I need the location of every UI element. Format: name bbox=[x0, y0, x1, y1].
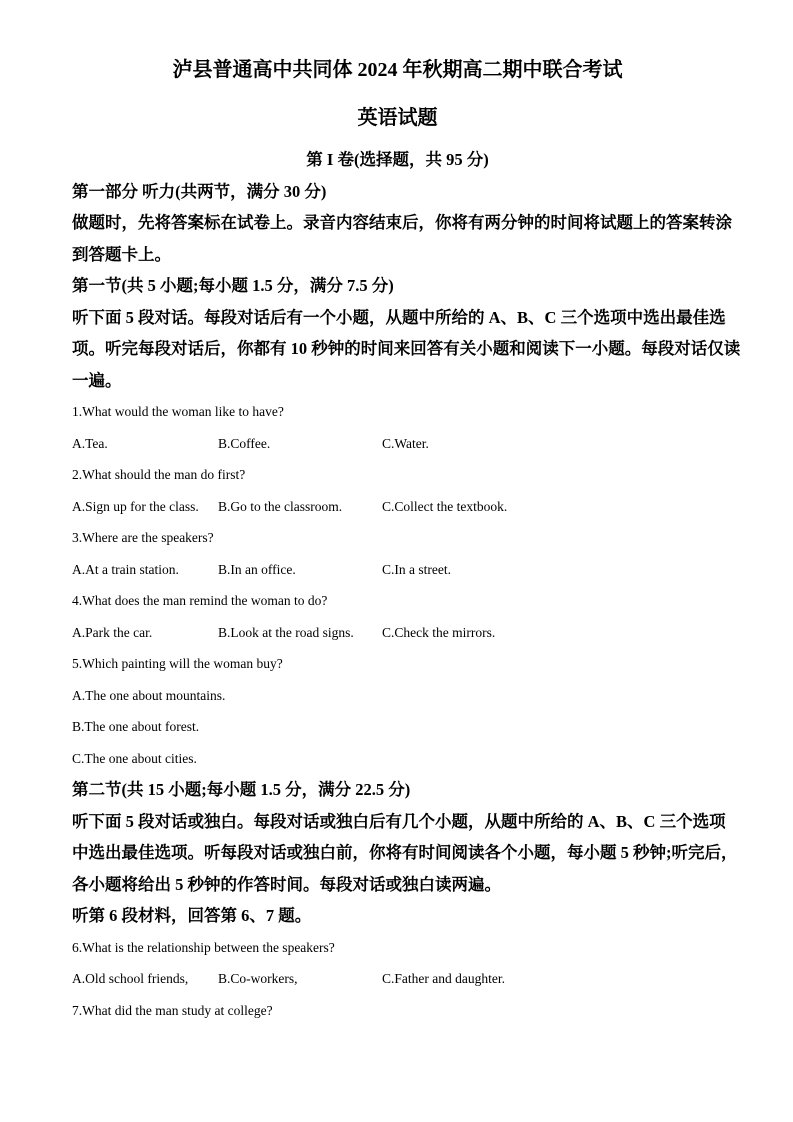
question-6-option-c: C.Father and daughter. bbox=[382, 971, 505, 986]
question-5-option-b: B.The one about forest. bbox=[72, 719, 200, 734]
question-4-options bbox=[72, 617, 723, 649]
question-4-option-c: C.Check the mirrors. bbox=[382, 624, 496, 640]
question-1-option-c: C.Water. bbox=[382, 435, 429, 451]
question-2-text: 2.What should the man do first? bbox=[72, 467, 246, 482]
question-1-option-a: A.Tea. bbox=[72, 435, 108, 451]
question-2-options bbox=[72, 491, 723, 523]
question-6-text: 6.What is the relationship between the speakers? bbox=[72, 939, 335, 955]
question-4-option-b: B.Look at the road signs. bbox=[218, 624, 354, 640]
question-5-option-c: C.The one about cities. bbox=[72, 750, 197, 766]
volume-header: 第 I 卷(选择题，共 95 分) bbox=[306, 150, 489, 169]
section2-instruction-line-3: 各小题将给出 5 秒钟的作答时间。每段对话或独白读两遍。 bbox=[72, 874, 501, 894]
section1-instruction-line-2: 项。听完每段对话后，你都有 10 秒钟的时间来回答有关小题和阅读下一小题。每段对话仅读 bbox=[72, 339, 741, 358]
question-3-option-b: B.In an office. bbox=[218, 561, 296, 577]
question-7-text: 7.What did the man study at college? bbox=[72, 1002, 273, 1018]
question-3-options bbox=[72, 554, 723, 586]
part1-header: 第一部分 听力(共两节，满分 30 分) bbox=[72, 181, 327, 201]
page-subtitle: 英语试题 bbox=[357, 107, 438, 129]
question-3-text: 3.Where are the speakers? bbox=[72, 530, 214, 545]
part1-note-line-2: 到答题卡上。 bbox=[72, 244, 171, 264]
question-2-option-c: C.Collect the textbook. bbox=[382, 498, 508, 514]
section1-instruction-line-1: 听下面 5 段对话。每段对话后有一个小题，从题中所给的 A、B、C 三个选项中选出最佳选 bbox=[72, 307, 726, 327]
question-1-option-b: B.Coffee. bbox=[218, 435, 271, 451]
question-6-option-a: A.Old school friends, bbox=[72, 971, 189, 986]
page-title: 泸县普通高中共同体 2024 年秋期高二期中联合考试 bbox=[172, 59, 623, 81]
question-4-text: 4.What does the man remind the woman to do? bbox=[72, 593, 328, 608]
section2-instruction-line-1: 听下面 5 段对话或独白。每段对话或独白后有几个小题，从题中所给的 A、B、C 三个选项 bbox=[72, 811, 726, 831]
section2-material-header: 听第 6 段材料，回答第 6、7 题。 bbox=[72, 906, 312, 925]
question-2-option-b: B.Go to the classroom. bbox=[218, 498, 343, 514]
question-2-option-a: A.Sign up for the class. bbox=[72, 498, 199, 514]
question-5-option-a: A.The one about mountains. bbox=[72, 687, 226, 703]
question-6-options bbox=[72, 963, 723, 995]
question-1-options bbox=[72, 428, 723, 460]
question-1-text: 1.What would the woman like to have? bbox=[72, 404, 284, 419]
question-5-text: 5.Which painting will the woman buy? bbox=[72, 656, 283, 671]
part1-note-line-1: 做题时，先将答案标在试卷上。录音内容结束后，你将有两分钟的时间将试题上的答案转涂 bbox=[72, 213, 732, 232]
question-6-option-b: B.Co-workers, bbox=[218, 971, 298, 986]
section2-instruction-line-2: 中选出最佳选项。听每段对话或独白前，你将有时间阅读各个小题，每小题 5 秒钟;听完后， bbox=[72, 843, 738, 862]
section1-header: 第一节(共 5 小题;每小题 1.5 分，满分 7.5 分) bbox=[72, 276, 394, 295]
section2-header: 第二节(共 15 小题;每小题 1.5 分，满分 22.5 分) bbox=[72, 780, 411, 799]
question-3-option-a: A.At a train station. bbox=[72, 561, 179, 577]
question-3-option-c: C.In a street. bbox=[382, 561, 451, 577]
section1-instruction-line-3: 一遍。 bbox=[72, 370, 122, 390]
question-4-option-a: A.Park the car. bbox=[72, 624, 153, 640]
